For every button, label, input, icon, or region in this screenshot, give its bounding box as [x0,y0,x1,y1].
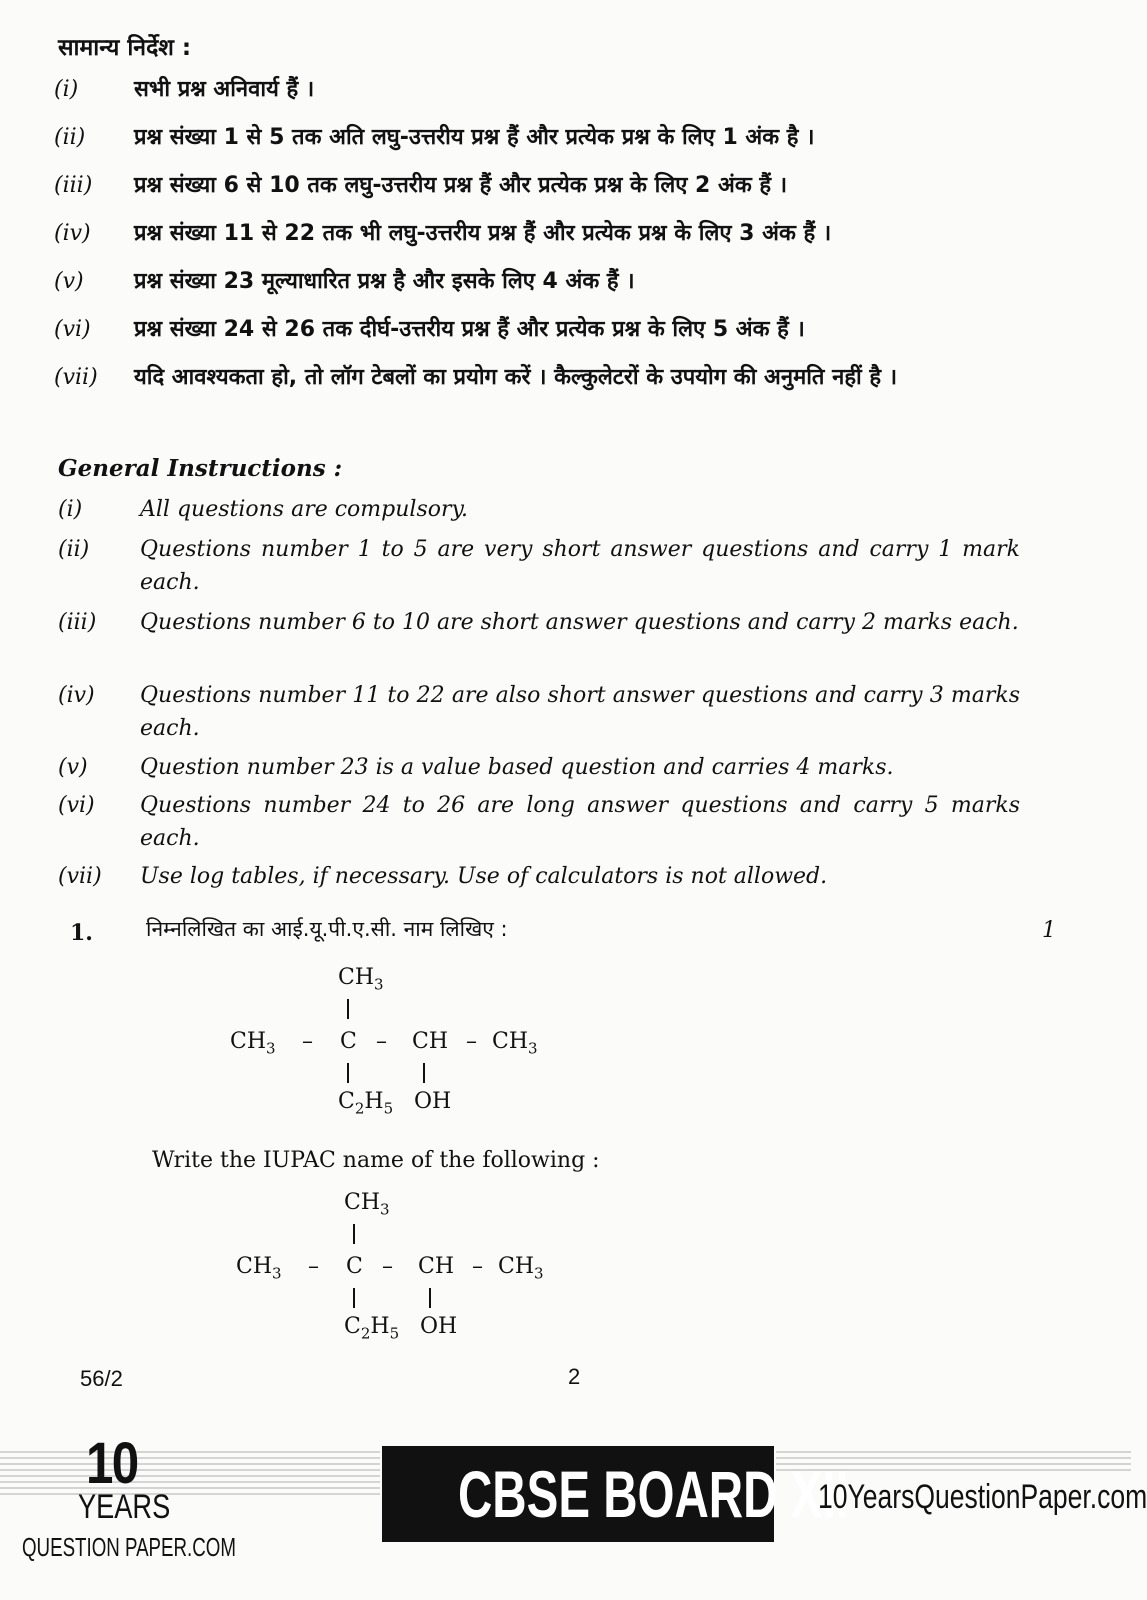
general-instruction-text: Use log tables, if necessary. Use of calculators is not allowed. [140,864,828,889]
paper-code: 56/2 [80,1366,123,1391]
general-instruction-text: All questions are compulsory. [140,497,469,522]
question-marks: 1 [1042,918,1056,943]
bond-vertical-top [347,999,349,1019]
formula-left-group: $CH_3$ [230,1029,276,1058]
website-link[interactable]: 10YearsQuestionPaper.com [818,1478,1147,1516]
hindi-instruction-text: प्रश्न संख्या 1 से 5 तक अति लघु-उत्तरीय प्रश्न हैं और प्रत्येक प्रश्न के लिए 1 अंक है । [134,125,815,150]
structural-formula-english [236,1190,596,1343]
hindi-instruction-text: प्रश्न संख्या 23 मूल्याधारित प्रश्न है और इसके लिए 4 अंक हैं । [134,269,635,294]
general-instruction-text: Questions number 6 to 10 are short answer questions and carry 2 marks each. [140,610,1019,635]
hindi-instruction-text: प्रश्न संख्या 6 से 10 तक लघु-उत्तरीय प्रश्न हैं और प्रत्येक प्रश्न के लिए 2 अंक हैं । [134,173,788,198]
general-instruction-num: (iii) [58,610,97,635]
bond-vertical-bottom [347,1063,349,1083]
hindi-instruction-num: (vii) [54,365,98,390]
bond-vertical-bottom [429,1288,431,1308]
formula-ethyl-group: $C_2H_5$ [338,1089,394,1118]
general-instructions-title: General Instructions : [58,455,343,482]
formula-hydroxyl-group: OH [420,1314,458,1339]
hindi-instruction-text: यदि आवश्यकता हो, तो लॉग टेबलों का प्रयोग करें । कैल्कुलेटरों के उपयोग की अनुमति नहीं है । [134,365,898,390]
site-logo [22,1430,236,1590]
formula-top-group: $CH_3$ [338,965,384,994]
general-instruction-num: (ii) [58,537,90,562]
formula-top-group: $CH_3$ [344,1190,390,1219]
general-instruction-text: Question number 23 is a value based question and carries 4 marks. [140,755,894,780]
formula-dash: – [302,1029,313,1054]
formula-ch-group: CH [418,1254,455,1279]
general-instruction-text: Questions number 24 to 26 are long answer questions and carry 5 marks each. [140,793,1020,851]
formula-dash: – [466,1029,477,1054]
hindi-instructions-title: सामान्य निर्देश : [58,35,192,61]
question-english-text: Write the IUPAC name of the following : [152,1148,600,1173]
question-number: 1. [70,920,93,946]
hindi-instruction-text: प्रश्न संख्या 24 से 26 तक दीर्घ-उत्तरीय प्रश्न हैं और प्रत्येक प्रश्न के लिए 5 अंक हैं । [134,317,805,342]
formula-ch-group: CH [412,1029,449,1054]
board-banner-text: CBSE BOARD XII [457,1457,849,1531]
hindi-instruction-num: (vi) [54,317,91,342]
hindi-instruction-num: (v) [54,269,84,294]
logo-site-name: QUESTION PAPER.COM [22,1532,236,1562]
formula-dash: – [308,1254,319,1279]
general-instruction-num: (iv) [58,683,95,708]
hindi-instruction-num: (iv) [54,221,91,246]
formula-center-atom: C [346,1254,363,1279]
hindi-instruction-text: प्रश्न संख्या 11 से 22 तक भी लघु-उत्तरीय प्रश्न हैं और प्रत्येक प्रश्न के लिए 3 अंक हैं । [134,221,832,246]
page-number: 2 [568,1364,581,1389]
board-banner [382,1446,849,1542]
formula-hydroxyl-group: OH [414,1089,452,1114]
formula-dash: – [472,1254,483,1279]
question-hindi-text: निम्नलिखित का आई.यू.पी.ए.सी. नाम लिखिए : [146,917,508,941]
formula-right-group: $CH_3$ [492,1029,538,1058]
bond-vertical-top [353,1224,355,1244]
formula-dash: – [376,1029,387,1054]
logo-years: YEARS [78,1488,171,1526]
logo-number: 10 [86,1431,138,1496]
formula-center-atom: C [340,1029,357,1054]
general-instruction-num: (v) [58,755,88,780]
formula-ethyl-group: $C_2H_5$ [344,1314,400,1343]
general-instruction-num: (vi) [58,793,95,818]
bond-vertical-bottom [353,1288,355,1308]
general-instruction-num: (vii) [58,864,102,889]
hindi-instruction-text: सभी प्रश्न अनिवार्य हैं । [134,77,315,102]
general-instruction-num: (i) [58,497,83,522]
general-instruction-text: Questions number 1 to 5 are very short answer questions and carry 1 mark each. [140,537,1020,595]
formula-left-group: $CH_3$ [236,1254,282,1283]
bond-vertical-bottom [423,1063,425,1083]
hindi-instruction-num: (ii) [54,125,86,150]
structural-formula-hindi [230,965,590,1118]
hindi-instruction-num: (i) [54,77,79,102]
formula-dash: – [382,1254,393,1279]
hindi-instruction-num: (iii) [54,173,93,198]
general-instruction-text: Questions number 11 to 22 are also short answer questions and carry 3 marks each. [140,683,1020,741]
formula-right-group: $CH_3$ [498,1254,544,1283]
